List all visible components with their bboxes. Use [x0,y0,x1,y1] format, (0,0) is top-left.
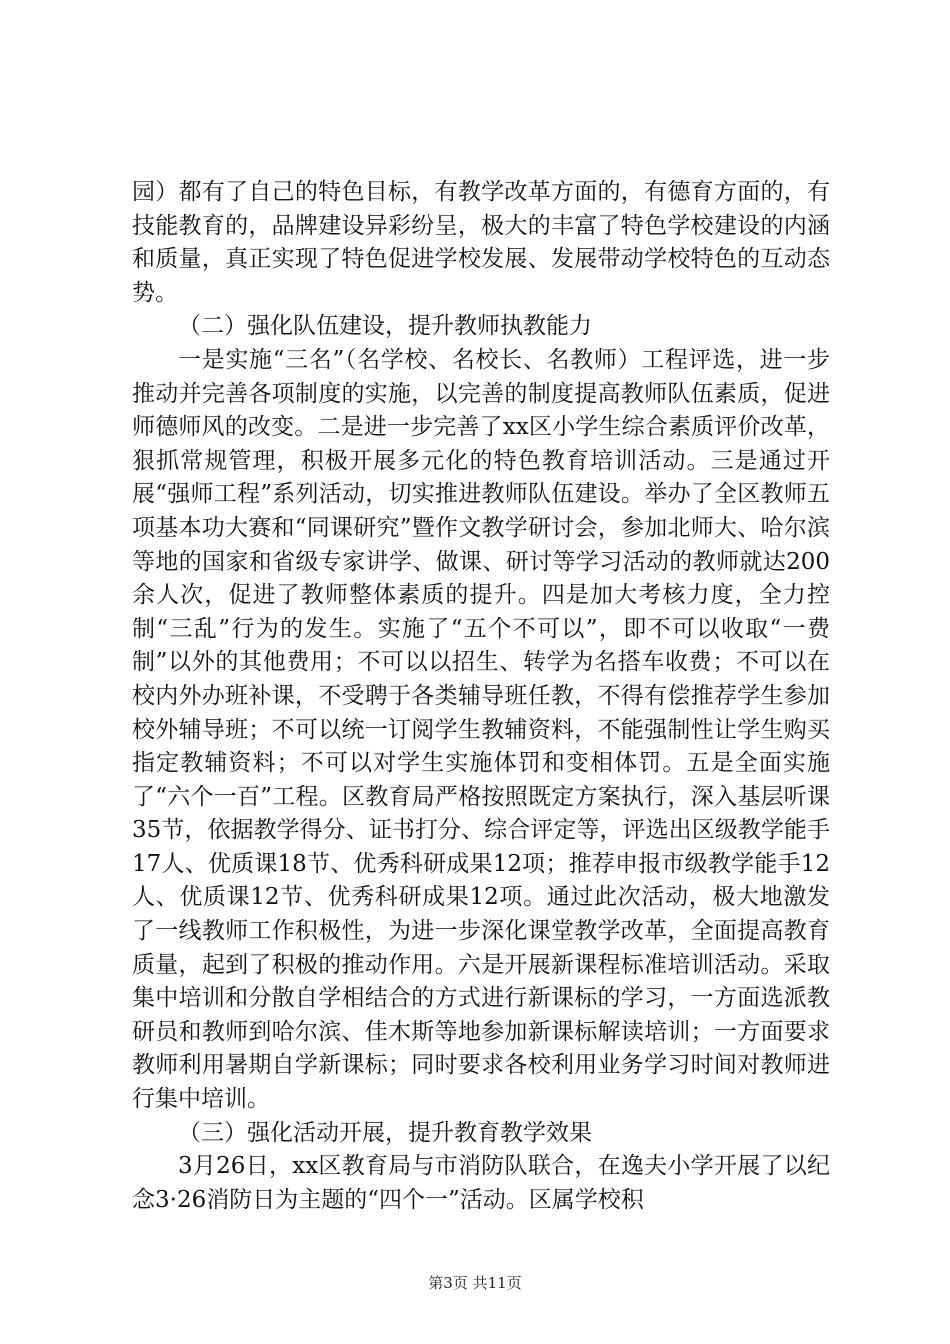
document-body [132,176,830,1217]
page-footer: 第3页 共11页 [428,1274,522,1292]
paragraph-teacher-development: 一是实施“三名”（名学校、名校长、名教师）工程评选，进一步推动并完善各项制度的实施，以完善的制度提高教师队伍素质，促进师德师风的改变。二是进一步完善了xx区小学生综合素质评价改革，狠抓常规管理，积极开展多元化的特色教育培训活动。三是通过开展“强师工程”系列活动，切实推进教师队伍建设。举办了全区教师五项基本功大赛和“同课研究”暨作文教学研讨会，参加北师大、哈尔滨等地的国家和省级专家讲学、做课、研讨等学习活动的教师就达200余人次，促进了教师整体素质的提升。四是加大考核力度，全力控制“三乱”行为的发生。实施了“五个不可以”，即不可以收取“一费制”以外的其他费用；不可以以招生、转学为名搭车收费；不可以在校内外办班补课，不受聘于各类辅导班任教，不得有偿推荐学生参加校外辅导班；不可以统一订阅学生教辅资料，不能强制性让学生购买指定教辅资料；不可以对学生实施体罚和变相体罚。五是全面实施了“六个一百”工程。区教育局严格按照既定方案执行，深入基层听课35节，依据教学得分、证书打分、综合评定等，评选出区级教学能手17人、优质课18节、优秀科研成果12项；推荐申报市级教学能手12人、优质课12节、优秀科研成果12项。通过此次活动，极大地激发了一线教师工作积极性，为进一步深化课堂教学改革，全面提高教育质量，起到了积极的推动作用。六是开展新课程标准培训活动。采取集中培训和分散自学相结合的方式进行新课标的学习，一方面选派教研员和教师到哈尔滨、佳木斯等地参加新课标解读培训；一方面要求教师利用暑期自学新课标；同时要求各校利用业务学习时间对教师进行集中培训。 [132,346,830,1113]
section-heading-2: （二）强化队伍建设，提升教师执教能力 [178,313,592,340]
paragraph-continuation: 园）都有了自己的特色目标，有教学改革方面的，有德育方面的，有技能教育的，品牌建设异彩纷呈，极大的丰富了特色学校建设的内涵和质量，真正实现了特色促进学校发展、发展带动学校特色的互动态势。 [132,179,830,306]
section-heading-3: （三）强化活动开展，提升教育教学效果 [178,1119,592,1146]
paragraph-activities: 3月26日，xx区教育局与市消防队联合，在逸夫小学开展了以纪念3·26消防日为主题的“四个一”活动。区属学校积 [132,1153,830,1213]
